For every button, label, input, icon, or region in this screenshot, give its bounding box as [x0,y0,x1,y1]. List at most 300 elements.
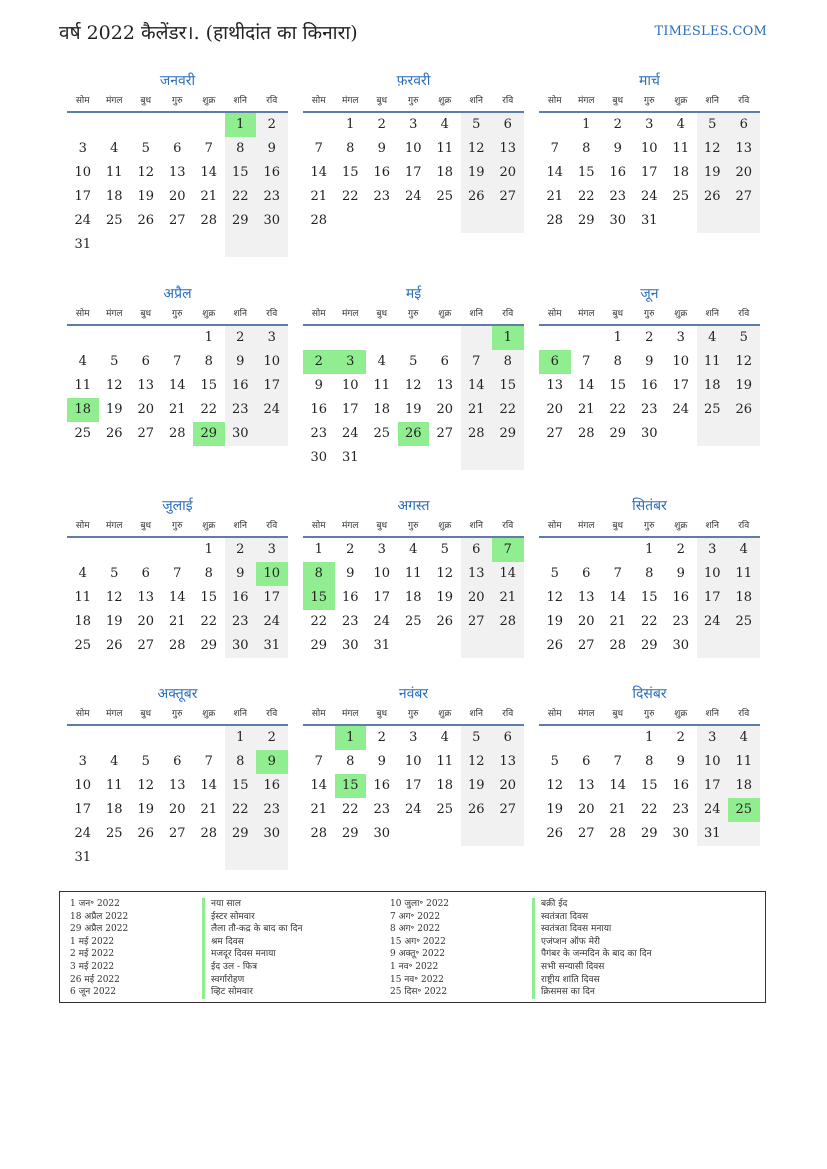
day-cell: 7 [204,754,213,769]
empty-cell [162,113,194,137]
day-cell: 1 [225,726,257,750]
empty-cell [366,209,398,233]
day-cell: 13 [168,778,186,793]
day-cell: 3 [697,538,729,562]
month-title: अक्तूबर [157,686,198,702]
day-cell: 28 [200,213,218,228]
weekday-header [67,92,288,113]
weekday-label: सोम [547,521,562,531]
day-cell: 28 [609,826,627,841]
day-cell: 29 [341,826,359,841]
weekday-label: सोम [75,709,90,719]
empty-cell [697,634,729,658]
day-cell: 14 [200,778,218,793]
day-cell: 29 [310,638,328,653]
day-cell: 16 [310,402,328,417]
day-cell: 28 [461,422,493,446]
weekday-label: मंगल [341,96,359,106]
day-cell: 5 [728,326,760,350]
day-cell: 18 [728,774,760,798]
weekday-label: शनि [469,96,483,106]
day-cell: 15 [640,778,658,793]
day-cell: 13 [137,590,155,605]
day-cell: 14 [200,165,218,180]
empty-cell [67,326,99,350]
empty-cell [571,538,603,562]
weekday-header [303,517,524,538]
day-cell: 5 [110,566,119,581]
weekday-label: मंगल [105,96,123,106]
day-cell: 21 [609,614,627,629]
empty-cell [429,326,461,350]
day-cell: 8 [613,354,622,369]
day-cell: 22 [310,614,328,629]
holiday-date: 6 जून 2022 [70,987,117,998]
holiday-date: 3 मई 2022 [70,961,115,972]
weekday-label: गुरु [172,521,183,531]
empty-cell [461,326,493,350]
day-cell: 22 [609,402,627,417]
empty-cell [492,822,524,846]
day-cell: 24 [74,213,92,228]
day-cell: 2 [613,117,622,132]
day-cell: 27 [168,826,186,841]
weekday-label: गुरु [644,96,655,106]
holiday-name: श्रम दिवस [202,936,303,949]
empty-cell [225,233,257,257]
holiday-name: नया साल [202,898,303,911]
day-cell: 20 [168,802,186,817]
day-cell: 26 [398,422,430,446]
day-cell: 2 [377,730,386,745]
weekday-label: शनि [469,309,483,319]
day-cell: 14 [310,778,328,793]
day-cell: 23 [256,798,288,822]
day-cell: 2 [645,330,654,345]
day-cell: 24 [404,802,422,817]
holiday-date: 1 मई 2022 [70,936,115,947]
day-cell: 9 [377,754,386,769]
day-cell: 4 [110,754,119,769]
day-cell: 4 [728,726,760,750]
site-link[interactable]: TIMESLES.COM [654,24,767,39]
day-cell: 4 [440,730,449,745]
weekday-label: मंगल [341,709,359,719]
day-cell: 10 [697,750,729,774]
empty-cell [539,726,571,750]
weekday-label: शुक्र [202,309,216,319]
day-cell: 17 [256,374,288,398]
day-cell: 30 [341,638,359,653]
legend-names-right [532,898,652,999]
day-cell: 22 [225,798,257,822]
day-cell: 11 [672,141,690,156]
day-cell: 2 [676,730,685,745]
day-cell: 10 [256,350,288,374]
page-title: वर्ष 2022 कैलेंडर।. (हाथीदांत का किनारा) [59,22,358,44]
day-cell: 30 [256,209,288,233]
weekday-label: बुध [376,709,388,719]
day-cell: 10 [74,778,92,793]
holiday-date: 18 अप्रैल 2022 [70,911,129,922]
day-cell: 9 [645,354,654,369]
day-cell: 24 [373,614,391,629]
day-cell: 19 [404,402,422,417]
day-grid [67,326,288,446]
day-cell: 23 [225,610,257,634]
day-cell: 15 [200,590,218,605]
day-cell: 19 [137,802,155,817]
day-cell: 26 [461,185,493,209]
day-cell: 19 [137,189,155,204]
month-block [539,70,760,233]
weekday-label: मंगल [105,709,123,719]
empty-cell [99,113,131,137]
weekday-label: बुध [140,521,152,531]
day-cell: 11 [404,566,422,581]
month-block [539,495,760,658]
day-cell: 20 [492,161,524,185]
empty-cell [665,209,697,233]
day-cell: 3 [335,350,367,374]
weekday-header [539,517,760,538]
day-cell: 2 [256,726,288,750]
empty-cell [130,726,162,750]
day-cell: 24 [256,398,288,422]
empty-cell [602,726,634,750]
weekday-label: गुरु [408,521,419,531]
day-grid [67,726,288,870]
empty-cell [398,634,430,658]
day-cell: 25 [74,638,92,653]
day-cell: 8 [225,137,257,161]
weekday-label: बुध [612,309,624,319]
day-cell: 13 [728,137,760,161]
weekday-label: शनि [705,96,719,106]
weekday-label: गुरु [644,309,655,319]
day-cell: 30 [672,826,690,841]
weekday-label: सोम [547,309,562,319]
legend-dates-left [70,898,128,999]
empty-cell [398,209,430,233]
holiday-date: 29 अप्रैल 2022 [70,924,129,935]
day-cell: 17 [640,165,658,180]
day-cell: 24 [256,610,288,634]
day-cell: 25 [105,826,123,841]
weekday-header [303,305,524,326]
day-cell: 29 [193,422,225,446]
day-cell: 24 [341,426,359,441]
empty-cell [67,538,99,562]
day-cell: 29 [492,422,524,446]
day-cell: 25 [436,189,454,204]
weekday-label: शनि [233,521,247,531]
day-cell: 27 [461,610,493,634]
day-cell: 20 [492,774,524,798]
day-cell: 21 [168,402,186,417]
day-cell: 26 [461,798,493,822]
day-cell: 19 [461,161,493,185]
empty-cell [492,446,524,470]
day-cell: 13 [137,378,155,393]
day-cell: 16 [672,778,690,793]
day-cell: 21 [492,586,524,610]
month-block [539,683,760,846]
day-cell: 19 [546,614,564,629]
day-cell: 30 [609,213,627,228]
holiday-name: एजंप्शन ऑफ मेरी [532,936,652,949]
day-cell: 21 [577,402,595,417]
day-cell: 28 [310,213,328,228]
holiday-date: 9 अक्तू॰ 2022 [390,949,446,960]
day-cell: 13 [461,562,493,586]
weekday-label: सोम [311,309,326,319]
day-cell: 11 [105,165,123,180]
weekday-label: मंगल [341,309,359,319]
day-grid [539,538,760,658]
empty-cell [256,846,288,870]
weekday-label: रवि [738,521,750,531]
empty-cell [193,233,225,257]
day-cell: 27 [137,638,155,653]
day-cell: 30 [225,634,257,658]
weekday-header [303,705,524,726]
holiday-name: लैला तौ-कद्र के बाद का दिन [202,923,303,936]
empty-cell [398,326,430,350]
day-cell: 15 [341,165,359,180]
holiday-name: ईद उल - फित्र [202,961,303,974]
day-cell: 30 [225,422,257,446]
empty-cell [335,209,367,233]
empty-cell [256,422,288,446]
day-cell: 25 [728,610,760,634]
day-cell: 16 [225,374,257,398]
day-cell: 31 [373,638,391,653]
day-cell: 19 [546,802,564,817]
empty-cell [130,326,162,350]
day-cell: 19 [105,614,123,629]
weekday-label: रवि [738,309,750,319]
day-cell: 24 [697,798,729,822]
weekday-header [303,92,524,113]
day-cell: 4 [728,538,760,562]
day-cell: 31 [74,237,92,252]
day-cell: 15 [225,161,257,185]
holiday-date: 2 मई 2022 [70,949,115,960]
day-cell: 1 [314,542,323,557]
empty-cell [99,726,131,750]
empty-cell [429,634,461,658]
day-cell: 27 [492,185,524,209]
weekday-label: शुक्र [438,309,452,319]
day-cell: 27 [546,426,564,441]
day-cell: 3 [697,726,729,750]
day-cell: 26 [546,826,564,841]
day-cell: 24 [672,402,690,417]
day-cell: 18 [728,586,760,610]
weekday-label: बुध [376,96,388,106]
day-cell: 11 [74,378,92,393]
day-cell: 26 [137,826,155,841]
day-cell: 1 [645,542,654,557]
day-cell: 9 [314,378,323,393]
day-cell: 1 [204,330,213,345]
day-cell: 12 [697,137,729,161]
empty-cell [539,113,571,137]
day-cell: 22 [492,398,524,422]
day-cell: 13 [168,165,186,180]
month-block [303,283,524,470]
empty-cell [162,326,194,350]
day-grid [67,538,288,658]
empty-cell [303,113,335,137]
day-cell: 17 [74,189,92,204]
day-cell: 16 [341,590,359,605]
day-cell: 4 [409,542,418,557]
day-cell: 25 [672,189,690,204]
day-cell: 10 [404,754,422,769]
weekday-label: रवि [266,309,278,319]
day-cell: 18 [105,189,123,204]
day-cell: 9 [676,566,685,581]
empty-cell [539,538,571,562]
empty-cell [461,634,493,658]
holiday-date: 1 जन॰ 2022 [70,899,120,909]
day-cell: 2 [676,542,685,557]
empty-cell [303,326,335,350]
day-cell: 19 [436,590,454,605]
day-cell: 15 [492,374,524,398]
day-cell: 12 [546,590,564,605]
day-cell: 18 [697,374,729,398]
weekday-label: शुक्र [674,309,688,319]
month-title: मार्च [639,73,660,89]
day-cell: 5 [550,566,559,581]
day-cell: 26 [546,638,564,653]
day-cell: 26 [697,185,729,209]
day-cell: 4 [78,354,87,369]
day-cell: 26 [105,638,123,653]
day-cell: 17 [74,802,92,817]
day-cell: 16 [640,378,658,393]
day-cell: 15 [640,590,658,605]
day-cell: 23 [373,802,391,817]
day-cell: 9 [256,137,288,161]
day-cell: 28 [577,426,595,441]
month-block [539,283,760,446]
holiday-name: मजदूर दिवस मनाया [202,948,303,961]
day-cell: 30 [640,426,658,441]
day-cell: 17 [256,586,288,610]
empty-cell [67,726,99,750]
day-cell: 26 [105,426,123,441]
day-cell: 20 [436,402,454,417]
month-title: अगस्त [397,498,430,514]
empty-cell [162,538,194,562]
empty-cell [461,446,493,470]
day-cell: 14 [492,562,524,586]
day-cell: 27 [168,213,186,228]
day-cell: 6 [141,566,150,581]
day-cell: 7 [173,566,182,581]
empty-cell [225,846,257,870]
day-cell: 16 [609,165,627,180]
holiday-name: क्रिसमस का दिन [532,986,652,999]
weekday-label: मंगल [577,96,595,106]
day-cell: 16 [256,161,288,185]
weekday-label: मंगल [105,521,123,531]
day-cell: 4 [377,354,386,369]
day-grid [303,726,524,846]
day-cell: 20 [577,614,595,629]
day-cell: 7 [461,350,493,374]
holiday-name: स्वतंत्रता दिवस [532,911,652,924]
weekday-label: सोम [547,709,562,719]
day-cell: 22 [225,185,257,209]
day-cell: 6 [440,354,449,369]
weekday-label: गुरु [644,521,655,531]
day-cell: 4 [676,117,685,132]
day-cell: 3 [645,117,654,132]
day-cell: 19 [697,161,729,185]
day-cell: 2 [303,350,335,374]
day-cell: 31 [697,822,729,846]
holiday-date: 15 अग॰ 2022 [390,936,446,947]
day-cell: 27 [728,185,760,209]
empty-cell [492,209,524,233]
day-cell: 12 [461,137,493,161]
day-cell: 5 [141,141,150,156]
day-cell: 28 [492,610,524,634]
empty-cell [303,726,335,750]
day-cell: 10 [373,566,391,581]
weekday-label: बुध [376,309,388,319]
month-title: जुलाई [162,498,193,514]
legend-dates-right [390,898,449,999]
day-cell: 2 [225,538,257,562]
day-cell: 23 [256,185,288,209]
empty-cell [461,822,493,846]
day-cell: 5 [461,726,493,750]
day-cell: 28 [609,638,627,653]
day-cell: 3 [409,117,418,132]
weekday-label: गुरु [644,709,655,719]
day-cell: 8 [225,750,257,774]
day-cell: 7 [314,754,323,769]
weekday-header [539,705,760,726]
weekday-label: गुरु [172,96,183,106]
day-cell: 5 [440,542,449,557]
empty-cell [728,822,760,846]
day-cell: 7 [314,141,323,156]
empty-cell [398,822,430,846]
day-cell: 21 [310,189,328,204]
weekday-label: मंगल [577,309,595,319]
day-cell: 24 [640,189,658,204]
day-cell: 6 [492,113,524,137]
day-cell: 5 [697,113,729,137]
day-cell: 29 [640,826,658,841]
weekday-label: बुध [140,96,152,106]
empty-cell [193,846,225,870]
day-cell: 29 [225,209,257,233]
day-cell: 18 [74,614,92,629]
day-cell: 25 [697,398,729,422]
day-cell: 7 [204,141,213,156]
holiday-date: 7 अग॰ 2022 [390,911,441,922]
empty-cell [697,422,729,446]
day-cell: 20 [546,402,564,417]
